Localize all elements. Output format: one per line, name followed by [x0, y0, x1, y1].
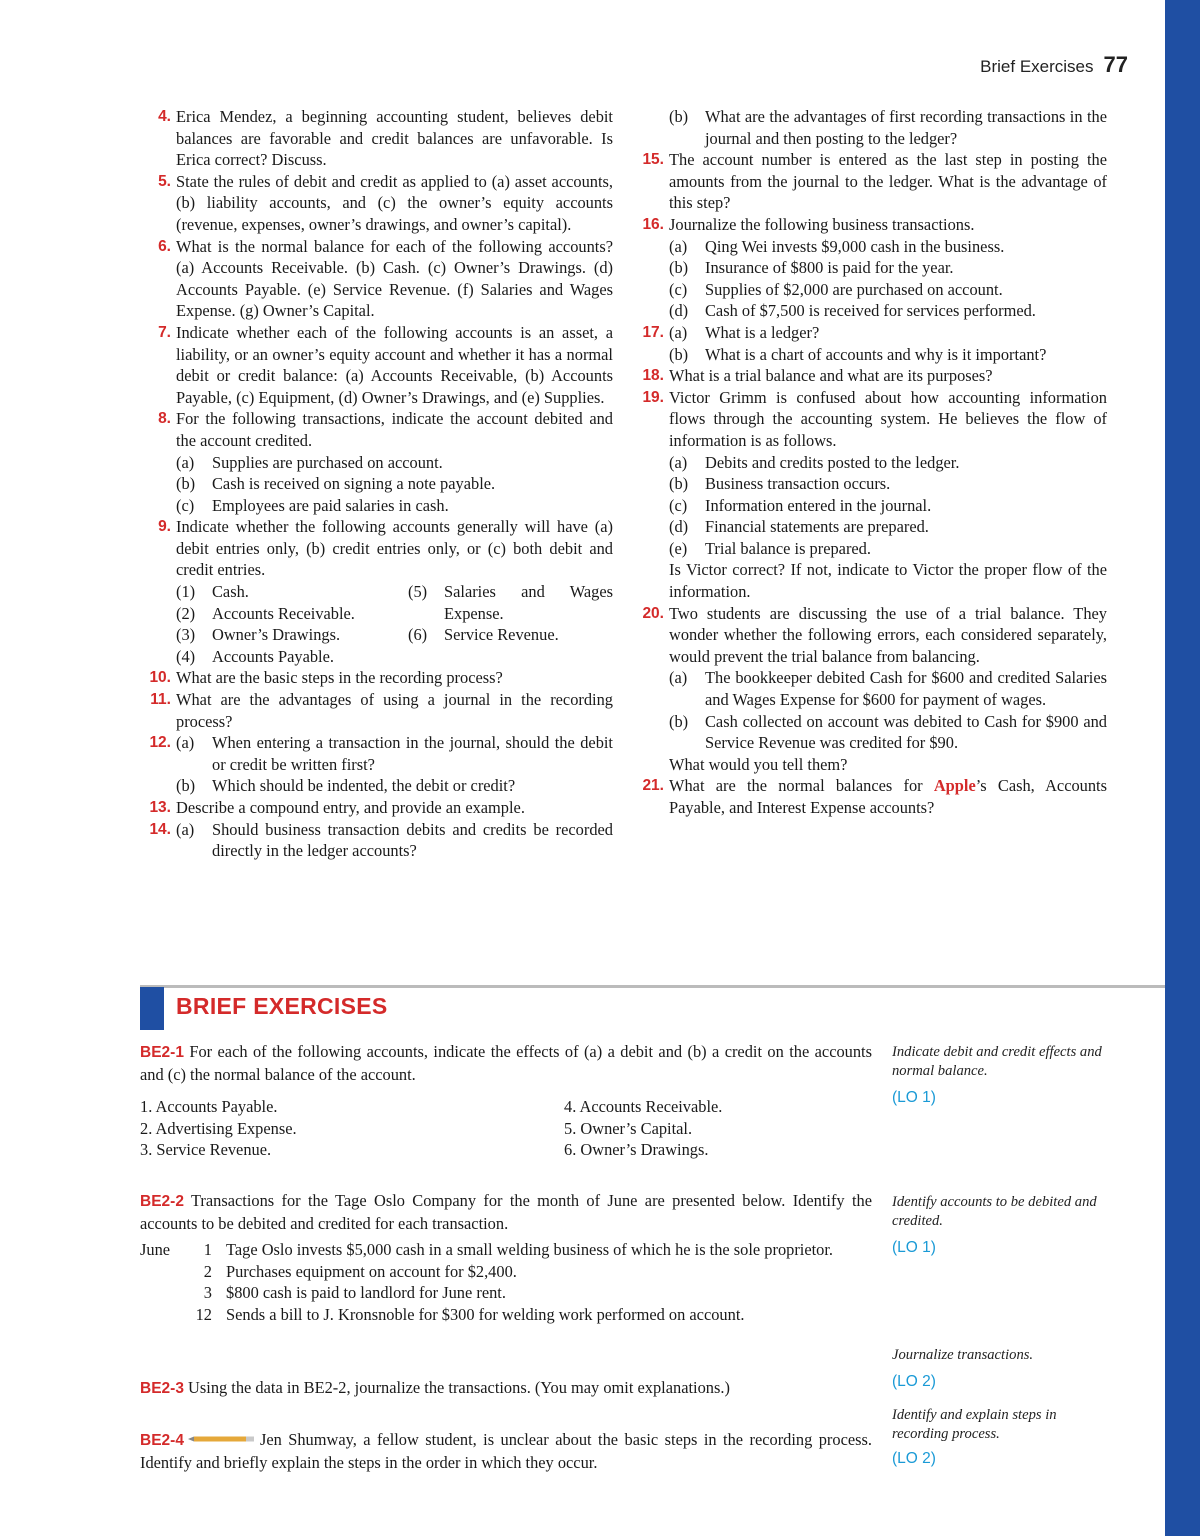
sub-item: (1) Cash. — [176, 582, 249, 602]
question-19: 19. Victor Grimm is confused about how accounting information flows through the accounting system. He believes the flow of information is as follows. (a) Debits and credits posted to the ledger. (b) Business transaction occurs. (c) Information entered in the journal. (d) Financial statements are prepared. (e) Trial balance is prepared. Is Victor correct? If not, indicate to Victor the proper flow of the information. — [642, 387, 1107, 602]
exercise-be2-2: BE2-2 Transactions for the Tage Oslo Company for the month of June are presented below. Identify the accounts to be debited and credited for each transaction. — [140, 1191, 872, 1233]
question-12: 12. (a) When entering a transaction in the journal, should the debit or credit be written first? (b) Which should be indented, the debit or credit? — [149, 733, 613, 796]
question-20: 20. Two students are discussing the use of a trial balance. They wonder whether the following errors, each considered separately, would prevent the trial balance from balancing. (a) The bookkeeper debited Cash for $600 and credited Salaries and Wages Expense for $600 for payment of wages. (b) Cash collected on account was debited to Cash for $900 and Service Revenue was credited for $90. What would you tell them? — [642, 603, 1107, 774]
sub-item: (b) What is a chart of accounts and why is it important? — [669, 344, 1047, 364]
sub-item: (2) Accounts Receivable. — [176, 603, 355, 623]
questions-left-column — [140, 106, 613, 862]
exercise-be2-2-transactions — [140, 1239, 880, 1325]
question-8-subs — [140, 452, 613, 517]
sub-item: (a) When entering a transaction in the journal, should the debit or credit be written first? — [176, 733, 613, 774]
question-10: 10. What are the basic steps in the recording process? — [149, 668, 503, 688]
sub-item: (a) Should business transaction debits and credits be recorded directly in the ledger accounts? — [176, 819, 613, 861]
list-item: 1. Accounts Payable. — [140, 1097, 278, 1116]
learning-objective: (LO 1) — [892, 1239, 936, 1256]
learning-objective: (LO 2) — [892, 1373, 936, 1390]
sub-item: (a) What is a ledger? — [669, 322, 820, 342]
sub-item: (d) Financial statements are prepared. — [669, 517, 929, 537]
margin-note: Identify and explain steps in recording process. — [892, 1407, 1057, 1442]
question-8: 8. For the following transactions, indicate the account debited and the account credited. — [158, 409, 613, 450]
question-11: 11. What are the advantages of using a journal in the recording process? — [150, 690, 613, 731]
edge-color-bar — [1165, 0, 1200, 1536]
question-20-followup: What would you tell them? — [669, 754, 848, 774]
section-title: Brief Exercises — [980, 57, 1094, 76]
question-14b — [633, 106, 1107, 149]
sub-item: (a) Supplies are purchased on account. — [176, 452, 443, 472]
pencil-icon — [188, 1436, 254, 1442]
sub-item: (a) The bookkeeper debited Cash for $600 and credited Salaries and Wages Expense for $600 for payment of wages. — [669, 668, 1107, 710]
margin-note: Indicate debit and credit effects and normal balance. — [892, 1044, 1102, 1079]
margin-note: Identify accounts to be debited and credited. — [892, 1194, 1097, 1229]
section-marker — [140, 987, 164, 1030]
question-15: 15. The account number is entered as the last step in posting the amounts from the journal to the ledger. What is the advantage of this step? — [642, 150, 1107, 213]
question-6: 6. What is the normal balance for each of the following accounts? (a) Accounts Receivable. (b) Cash. (c) Owner’s Drawings. (d) Accounts Payable. (e) Service Revenue. (f) Salaries and Wages Expense. (g) Owner’s Capital. — [158, 236, 613, 321]
list-item: 5. Owner’s Capital. — [564, 1118, 693, 1138]
question-13: 13. Describe a compound entry, and provide an example. — [149, 798, 525, 817]
exercise-be2-1-list — [140, 1096, 722, 1161]
transaction-row: 3 $800 cash is paid to landlord for June rent. — [203, 1283, 506, 1303]
question-4: 4. Erica Mendez, a beginning accounting student, believes debit balances are favorable and credit balances are unfavorable. Is Erica correct? Discuss. — [158, 107, 613, 170]
question-21: 21. What are the normal balances for Apple’s Cash, Accounts Payable, and Interest Expense accounts? — [642, 776, 1107, 817]
sub-item: (b) What are the advantages of first recording transactions in the journal and then posting to the ledger? — [669, 107, 1107, 148]
sub-item: (c) Supplies of $2,000 are purchased on account. — [669, 279, 1003, 299]
sub-item: (b) Cash collected on account was debited to Cash for $900 and Service Revenue was credited for $90. — [669, 711, 1107, 753]
sub-item: (b) Cash is received on signing a note payable. — [176, 474, 496, 494]
list-item: 3. Service Revenue. — [140, 1140, 272, 1160]
list-item: 6. Owner’s Drawings. — [564, 1140, 709, 1160]
exercise-be2-3: BE2-3 Using the data in BE2-2, journalize the transactions. (You may omit explanations.) — [140, 1378, 730, 1397]
margin-note: Journalize transactions. — [892, 1347, 1034, 1363]
list-item: 2. Advertising Expense. — [140, 1118, 297, 1138]
question-9: 9. Indicate whether the following accounts generally will have (a) debit entries only, (b) credit entries only, or (c) both debit and credit entries. — [158, 517, 613, 580]
sub-item: (3) Owner’s Drawings. — [176, 625, 341, 645]
page-number: 77 — [1103, 52, 1128, 77]
sub-item: (a) Debits and credits posted to the ledger. — [669, 452, 960, 472]
question-7: 7. Indicate whether each of the following accounts is an asset, a liability, or an owner’s equity account and whether it has a normal debit or credit balance: (a) Accounts Receivable, (b) Accounts Payable, (c) Equipment, (d) Owner’s Drawings, and (e) Supplies. — [158, 322, 613, 407]
question-18: 18. What is a trial balance and what are its purposes? — [642, 366, 993, 386]
question-5: 5. State the rules of debit and credit as applied to (a) asset accounts, (b) liability accounts, and (c) the owner’s equity accounts (revenue, expenses, owner’s drawings, and owner’s capital). — [158, 171, 613, 234]
question-17: 17. (a) What is a ledger? (b) What is a chart of accounts and why is it important? — [633, 322, 1107, 365]
questions-right-column — [633, 106, 1107, 819]
sub-item: (c) Employees are paid salaries in cash. — [176, 495, 449, 515]
company-name: Apple — [933, 776, 976, 796]
exercise-be2-1: BE2-1 For each of the following accounts, indicate the effects of (a) a debit and (b) a credit on the accounts and (c) the normal balance of the account. — [140, 1042, 872, 1084]
sub-item: (4) Accounts Payable. — [176, 646, 334, 666]
section-heading: BRIEF EXERCISES — [176, 993, 388, 1019]
exercise-be2-4: BE2-4 Jen Shumway, a fellow student, is unclear about the basic steps in the recording process. Identify and briefly explain the steps in the order in which they occur. — [140, 1430, 872, 1472]
question-14: 14. (a) Should business transaction debits and credits be recorded directly in the ledger accounts? — [149, 819, 613, 861]
sub-item: (b) Business transaction occurs. — [669, 474, 891, 494]
learning-objective: (LO 1) — [892, 1089, 936, 1106]
section-divider — [140, 985, 1165, 988]
sub-item: (b) Which should be indented, the debit or credit? — [176, 776, 516, 796]
sub-item: (c) Information entered in the journal. — [669, 495, 932, 515]
learning-objective: (LO 2) — [892, 1450, 936, 1467]
list-item: 4. Accounts Receivable. — [564, 1097, 723, 1116]
transaction-row: June 1 Tage Oslo invests $5,000 cash in a small welding business of which he is the sole proprietor. — [140, 1240, 834, 1259]
sub-item: (a) Qing Wei invests $9,000 cash in the business. — [669, 236, 1005, 256]
question-16: 16. Journalize the following business transactions. (a) Qing Wei invests $9,000 cash in the business. (b) Insurance of $800 is paid for the year. (c) Supplies of $2,000 are purchased on account. (d) Cash of $7,500 is received for services performed. — [633, 214, 1107, 322]
sub-item: (d) Cash of $7,500 is received for services performed. — [669, 301, 1036, 321]
sub-item: (e) Trial balance is prepared. — [669, 538, 871, 558]
running-header — [980, 52, 1128, 78]
transaction-row: 12 Sends a bill to J. Kronsnoble for $300 for welding work performed on account. — [195, 1304, 745, 1324]
sub-item: (5) Salaries and Wages Expense. — [408, 582, 613, 623]
transaction-row: 2 Purchases equipment on account for $2,400. — [203, 1261, 517, 1281]
question-19-followup: Is Victor correct? If not, indicate to Victor the proper flow of the information. — [669, 560, 1107, 602]
sub-item: (b) Insurance of $800 is paid for the year. — [669, 258, 954, 278]
sub-item: (6) Service Revenue. — [408, 625, 559, 645]
question-9-subs — [140, 581, 613, 667]
